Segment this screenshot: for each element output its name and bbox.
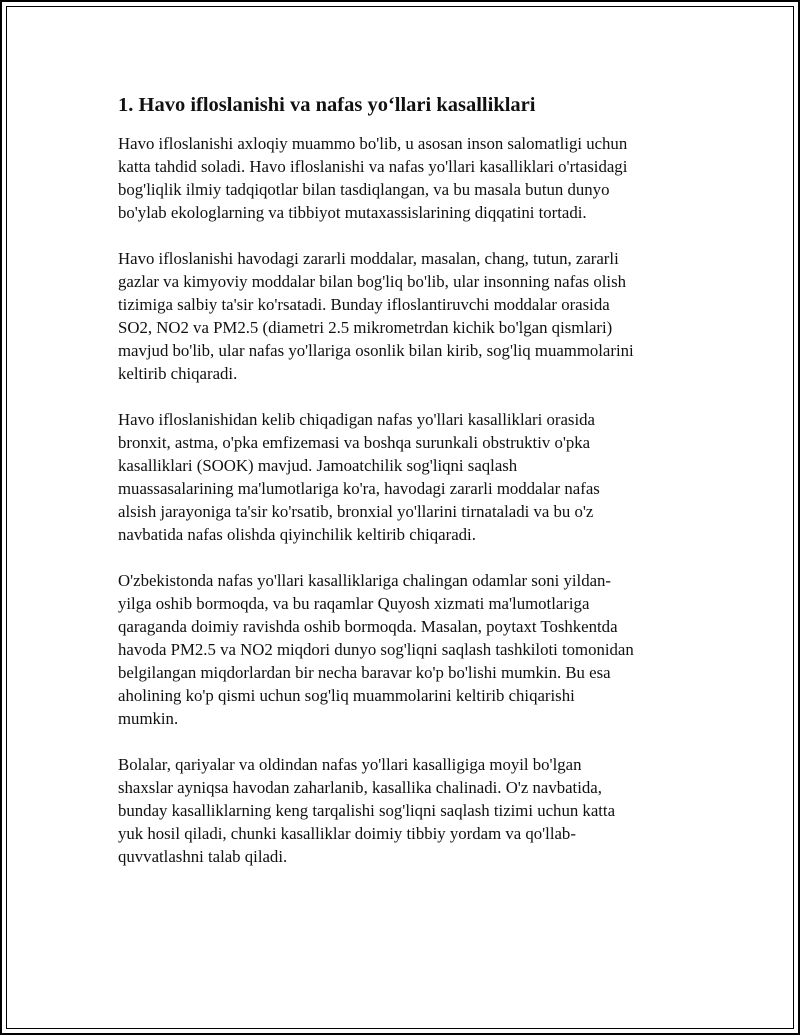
paragraph-4: O'zbekistonda nafas yo'llari kasalliklariga chalingan odamlar soni yildan- yilga oshib bormoqda, va bu raqamlar Quyosh xizmati ma'lumotlariga qaraganda doimiy ravishda oshib bormoqda. Masalan, poytaxt Toshkentda havoda PM2.5 va NO2 miqdori dunyo sog'liqni saqlash tashkiloti tomonidan belgilangan miqdorlardan bir necha baravar ko'p bo'lishi mumkin. Bu esa aholining ko'p qismi uchun sog'liq muammolarini keltirib chiqarishi mumkin. — [118, 571, 634, 728]
paragraph-3: Havo ifloslanishidan kelib chiqadigan nafas yo'llari kasalliklari orasida bronxit, astma, o'pka emfizemasi va boshqa surunkali obstruktiv o'pka kasalliklari (SOOK) mavjud. Jamoatchilik sog'liqni saqlash muassasalarining ma'lumotlariga ko'ra, havodagi zararli moddalar nafas alsish jarayoniga ta'sir ko'rsatib, bronxial yo'llarini tirnataladi va bu o'z navbatida nafas olishda qiyinchilik keltirib chiqaradi. — [118, 410, 600, 544]
paragraph-1: Havo ifloslanishi axloqiy muammo bo'lib, u asosan inson salomatligi uchun katta tahdid soladi. Havo ifloslanishi va nafas yo'llari kasalliklari o'rtasidagi bog'liqlik ilmiy tadqiqotlar bilan tasdiqlangan, va bu masala butun dunyo bo'ylab ekologlarning va tibbiyot mutaxassislarining diqqatini tortadi. — [118, 134, 628, 222]
document-body — [118, 92, 698, 891]
section-heading: 1. Havo ifloslanishi va nafas yoʻllari kasalliklari — [118, 94, 536, 116]
paragraph-5: Bolalar, qariyalar va oldindan nafas yo'llari kasalligiga moyil bo'lgan shaxslar ayniqsa havodan zaharlanib, kasallika chalinadi. O'z navbatida, bunday kasalliklarning keng tarqalishi sog'liqni saqlash tizimi uchun katta yuk hosil qiladi, chunki kasalliklar doimiy tibbiy yordam va qo'llab- quvvatlashni talab qiladi. — [118, 755, 616, 866]
paragraph-2: Havo ifloslanishi havodagi zararli moddalar, masalan, chang, tutun, zararli gazlar va kimyoviy moddalar bilan bog'liq bo'lib, ular insonning nafas olish tizimiga salbiy ta'sir ko'rsatadi. Bunday ifloslantiruvchi moddalar orasida SO2, NO2 va PM2.5 (diametri 2.5 mikrometrdan kichik bo'lgan qismlari) mavjud bo'lib, ular nafas yo'llariga osonlik bilan kirib, sog'liq muammolarini keltirib chiqaradi. — [118, 249, 634, 383]
